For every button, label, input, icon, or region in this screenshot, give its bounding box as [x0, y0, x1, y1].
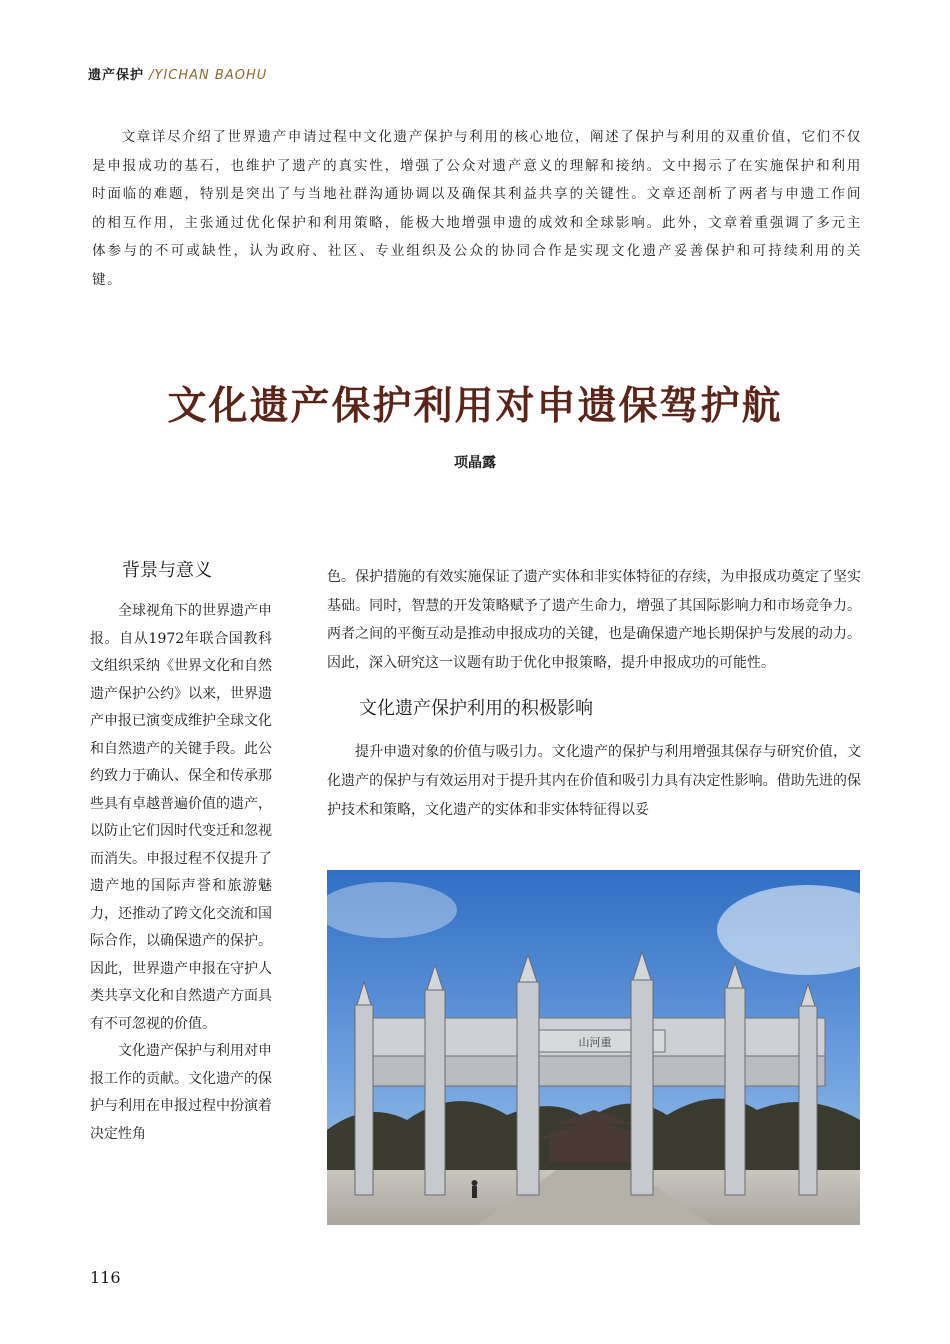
archway-photo: [327, 870, 860, 1225]
section-heading-background: 背景与意义: [122, 560, 212, 581]
section-heading-positive-impact: 文化遗产保护利用的积极影响: [359, 698, 593, 720]
page-number: 116: [90, 1268, 121, 1287]
body-paragraph: 全球视角下的世界遗产申报。自从1972年联合国教科文组织采纳《世界文化和自然遗产保护公约》以来，世界遗产申报已演变成维护全球文化和自然遗产的关键手段。此公约致力于确认、保全和传承那些具有卓越普遍价值的遗产，以防止它们因时代变迁和忽视而消失。申报过程不仅提升了遗产地的国际声誉和旅游魅力，还推动了跨文化交流和国际合作，以确保遗产的保护。因此，世界遗产申报在守护人类共享文化和自然遗产方面具有不可忽视的价值。: [90, 603, 272, 1032]
header-section-en: YICHAN BAOHU: [154, 68, 268, 83]
running-header: [88, 64, 267, 83]
body-paragraph: 文化遗产保护与利用对申报工作的贡献。文化遗产的保护与利用在申报过程中扮演着决定性角: [90, 1043, 272, 1142]
left-column: [90, 556, 272, 1148]
header-section-cn: 遗产保护: [88, 68, 145, 83]
abstract: 文章详尽介绍了世界遗产申请过程中文化遗产保护与利用的核心地位，阐述了保护与利用的双重价值，它们不仅是申报成功的基石，也维护了遗产的真实性，增强了公众对遗产意义的理解和接纳。文中揭示了在实施保护和利用时面临的难题，特别是突出了与当地社群沟通协调以及确保其利益共享的关键性。文章还剖析了两者与申遗工作间的相互作用，主张通过优化保护和利用策略，能极大地增强申遗的成效和全球影响。此外，文章着重强调了多元主体参与的不可或缺性，认为政府、社区、专业组织及公众的协同合作是实现文化遗产妥善保护和可持续利用的关键。: [92, 129, 862, 288]
right-column: [327, 563, 861, 824]
arch-plaque-text: 山河重: [578, 1036, 612, 1049]
body-paragraph: 提升申遗对象的价值与吸引力。文化遗产的保护与利用增强其保存与研究价值，文化遗产的保护与有效运用对于提升其内在价值和吸引力具有决定性影响。借助先进的保护技术和策略，文化遗产的实体和非实体特征得以妥: [327, 744, 861, 818]
body-paragraph-continued: 色。保护措施的有效实施保证了遗产实体和非实体特征的存续，为申报成功奠定了坚实基础。同时，智慧的开发策略赋予了遗产生命力，增强了其国际影响力和市场竞争力。两者之间的平衡互动是推动申报成功的关键，也是确保遗产地长期保护与发展的动力。因此，深入研究这一议题有助于优化申报策略，提升申报成功的可能性。: [327, 569, 861, 671]
article-title: 文化遗产保护利用对申遗保驾护航: [167, 384, 783, 429]
header-separator: /: [144, 68, 155, 83]
article-author: 项晶露: [454, 455, 496, 471]
